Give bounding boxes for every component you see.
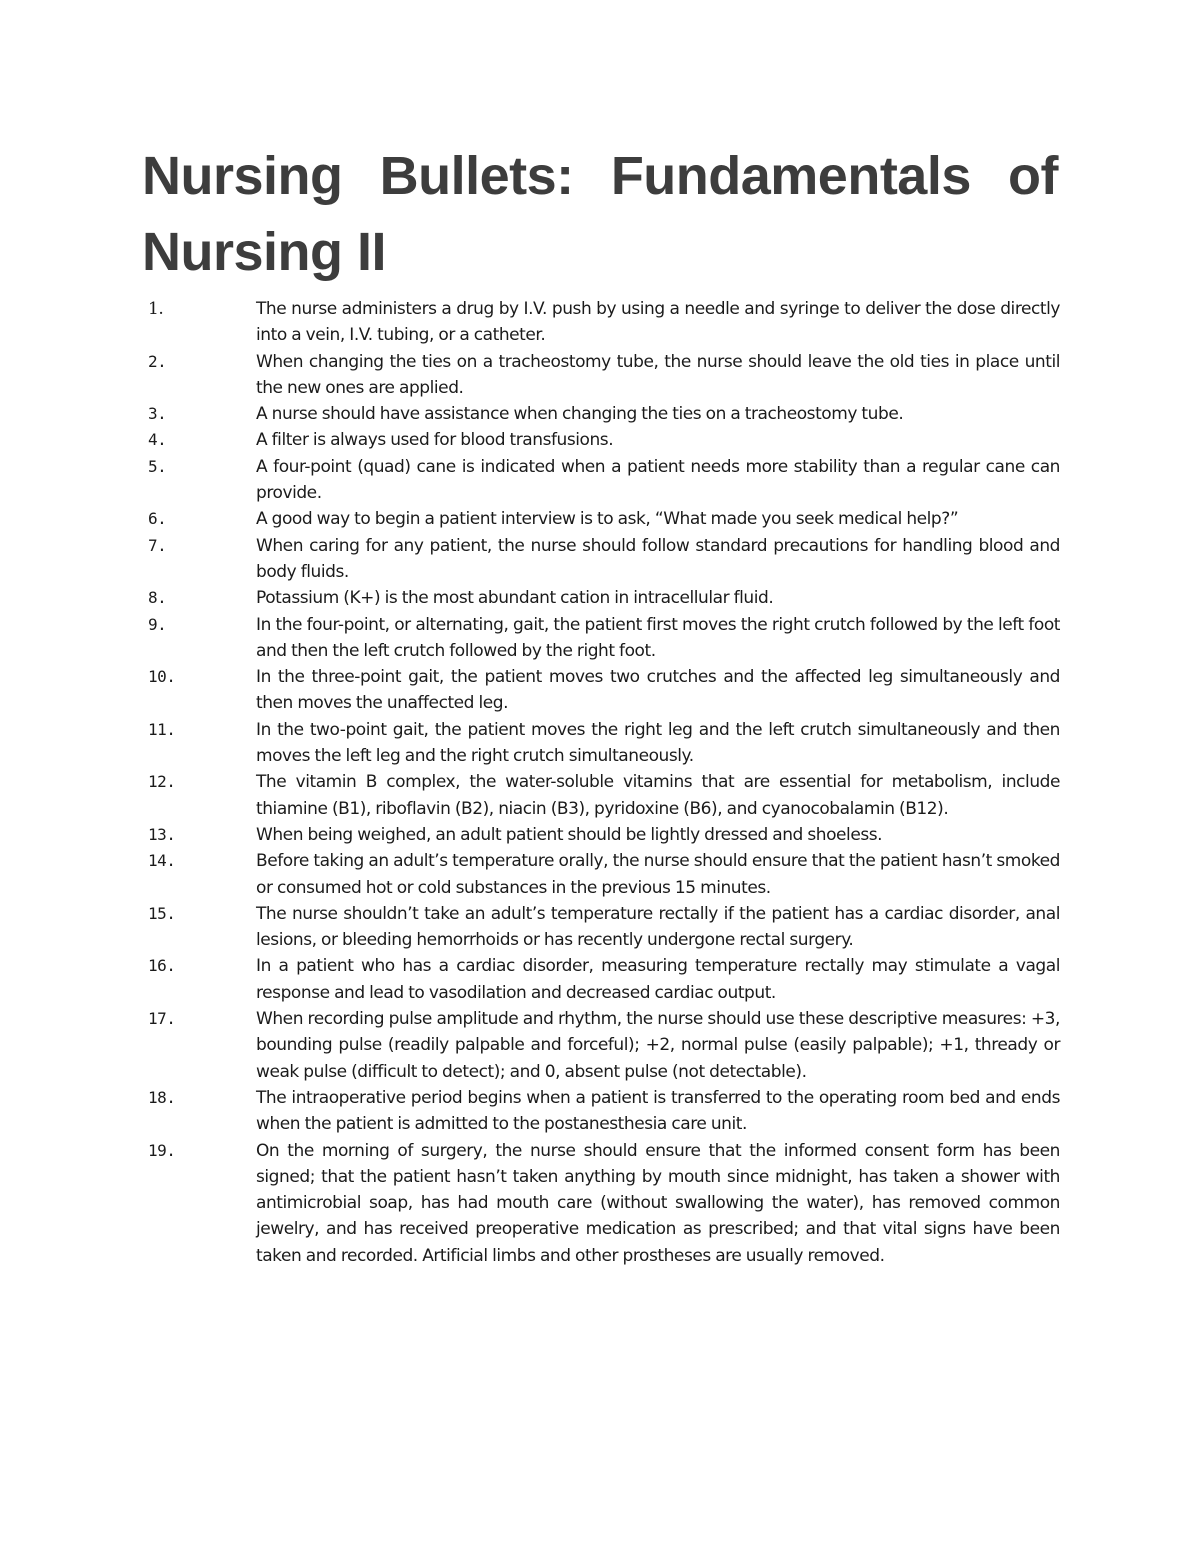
- item-text: A four-point (quad) cane is indicated when a patient needs more stability than a regular cane can provide.: [256, 456, 1060, 504]
- item-text: When recording pulse amplitude and rhythm, the nurse should use these descriptive measures: +3, bounding pulse (readily palpable and forceful); +2, normal pulse (easily palpable); +1, thready or weak pulse (difficult to detect); and 0, absent pulse (not detectable).: [256, 1009, 1060, 1082]
- item-text: The nurse administers a drug by I.V. push by using a needle and syringe to deliver the dose directly into a vein, I.V. tubing, or a catheter.: [256, 299, 1060, 346]
- item-text: A nurse should have assistance when changing the ties on a tracheostomy tube.: [256, 404, 904, 425]
- list-item: [148, 533, 1060, 586]
- item-number: 5.: [148, 456, 167, 476]
- item-number: 17.: [148, 1009, 176, 1029]
- item-number: 4.: [148, 430, 167, 450]
- list-item: [148, 454, 1060, 507]
- item-number: 10.: [148, 667, 176, 687]
- item-text: On the morning of surgery, the nurse should ensure that the informed consent form has been signed; that the patient hasn’t taken anything by mouth since midnight, has taken a shower with antimicrobial soap, has had mouth care (without swallowing the water), has removed common jewelry, and has received preoperative medication as prescribed; and that vital signs have been taken and recorded. Artificial limbs and other prostheses are usually removed.: [256, 1140, 1060, 1266]
- item-number: 2.: [148, 351, 167, 371]
- item-number: 9.: [148, 614, 167, 634]
- list-item: [148, 664, 1060, 717]
- list-item: [148, 296, 1060, 349]
- list-item: [148, 901, 1060, 954]
- item-number: 7.: [148, 535, 167, 555]
- list-item: [148, 401, 1060, 427]
- list-item: [148, 1085, 1060, 1138]
- item-text: Potassium (K+) is the most abundant cation in intracellular fluid.: [256, 588, 774, 609]
- list-item: [148, 506, 1060, 532]
- list-item: [148, 769, 1060, 822]
- item-number: 19.: [148, 1140, 176, 1160]
- list-item: [148, 1138, 1060, 1269]
- item-text: The intraoperative period begins when a patient is transferred to the operating room bed and ends when the patient is admitted to the postanesthesia care unit.: [256, 1087, 1060, 1135]
- item-text: A filter is always used for blood transfusions.: [256, 430, 614, 451]
- item-number: 1.: [148, 299, 164, 319]
- item-text: A good way to begin a patient interview is to ask, “What made you seek medical help?”: [256, 509, 959, 530]
- item-text: Before taking an adult’s temperature orally, the nurse should ensure that the patient hasn’t smoked or consumed hot or cold substances in the previous 15 minutes.: [256, 851, 1060, 898]
- item-text: When caring for any patient, the nurse should follow standard precautions for handling blood and body fluids.: [256, 535, 1060, 582]
- list-item: [148, 717, 1060, 770]
- list-item: [148, 822, 1060, 848]
- item-number: 16.: [148, 956, 176, 976]
- item-text: In the three-point gait, the patient moves two crutches and the affected leg simultaneously and then moves the unaffected leg.: [256, 667, 1060, 714]
- item-number: 3.: [148, 404, 167, 424]
- item-text: When changing the ties on a tracheostomy tube, the nurse should leave the old ties in place until the new ones are applied.: [256, 351, 1060, 398]
- item-text: In the four-point, or alternating, gait, the patient first moves the right crutch followed by the left foot and then the left crutch followed by the right foot.: [256, 614, 1060, 661]
- list-item: [148, 848, 1060, 901]
- item-number: 18.: [148, 1087, 176, 1107]
- item-number: 13.: [148, 824, 176, 844]
- list-item: [148, 349, 1060, 402]
- item-number: 15.: [148, 903, 176, 923]
- list-item: [148, 1006, 1060, 1085]
- item-number: 8.: [148, 588, 167, 608]
- item-text: When being weighed, an adult patient should be lightly dressed and shoeless.: [256, 824, 883, 845]
- item-text: In the two-point gait, the patient moves the right leg and the left crutch simultaneously and then moves the left leg and the right crutch simultaneously.: [256, 719, 1060, 767]
- list-item: [148, 612, 1060, 665]
- item-number: 12.: [148, 772, 176, 792]
- list-item: [148, 585, 1060, 611]
- item-number: 11.: [148, 719, 176, 739]
- item-text: The nurse shouldn’t take an adult’s temperature rectally if the patient has a cardiac disorder, anal lesions, or bleeding hemorrhoids or has recently undergone rectal surgery.: [256, 903, 1060, 951]
- item-number: 6.: [148, 509, 167, 529]
- item-text: The vitamin B complex, the water-soluble vitamins that are essential for metabolism, include thiamine (B1), riboflavin (B2), niacin (B3), pyridoxine (B6), and cyanocobalamin (B12).: [256, 772, 1060, 819]
- list-item: [148, 427, 1060, 453]
- item-number: 14.: [148, 851, 176, 871]
- list-item: [148, 953, 1060, 1006]
- item-text: In a patient who has a cardiac disorder, measuring temperature rectally may stimulate a vagal response and lead to vasodilation and decreased cardiac output.: [256, 956, 1060, 1003]
- document-title: Nursing Bullets: Fundamentals of Nursing II: [142, 146, 1058, 282]
- bullet-list: [148, 296, 1060, 1269]
